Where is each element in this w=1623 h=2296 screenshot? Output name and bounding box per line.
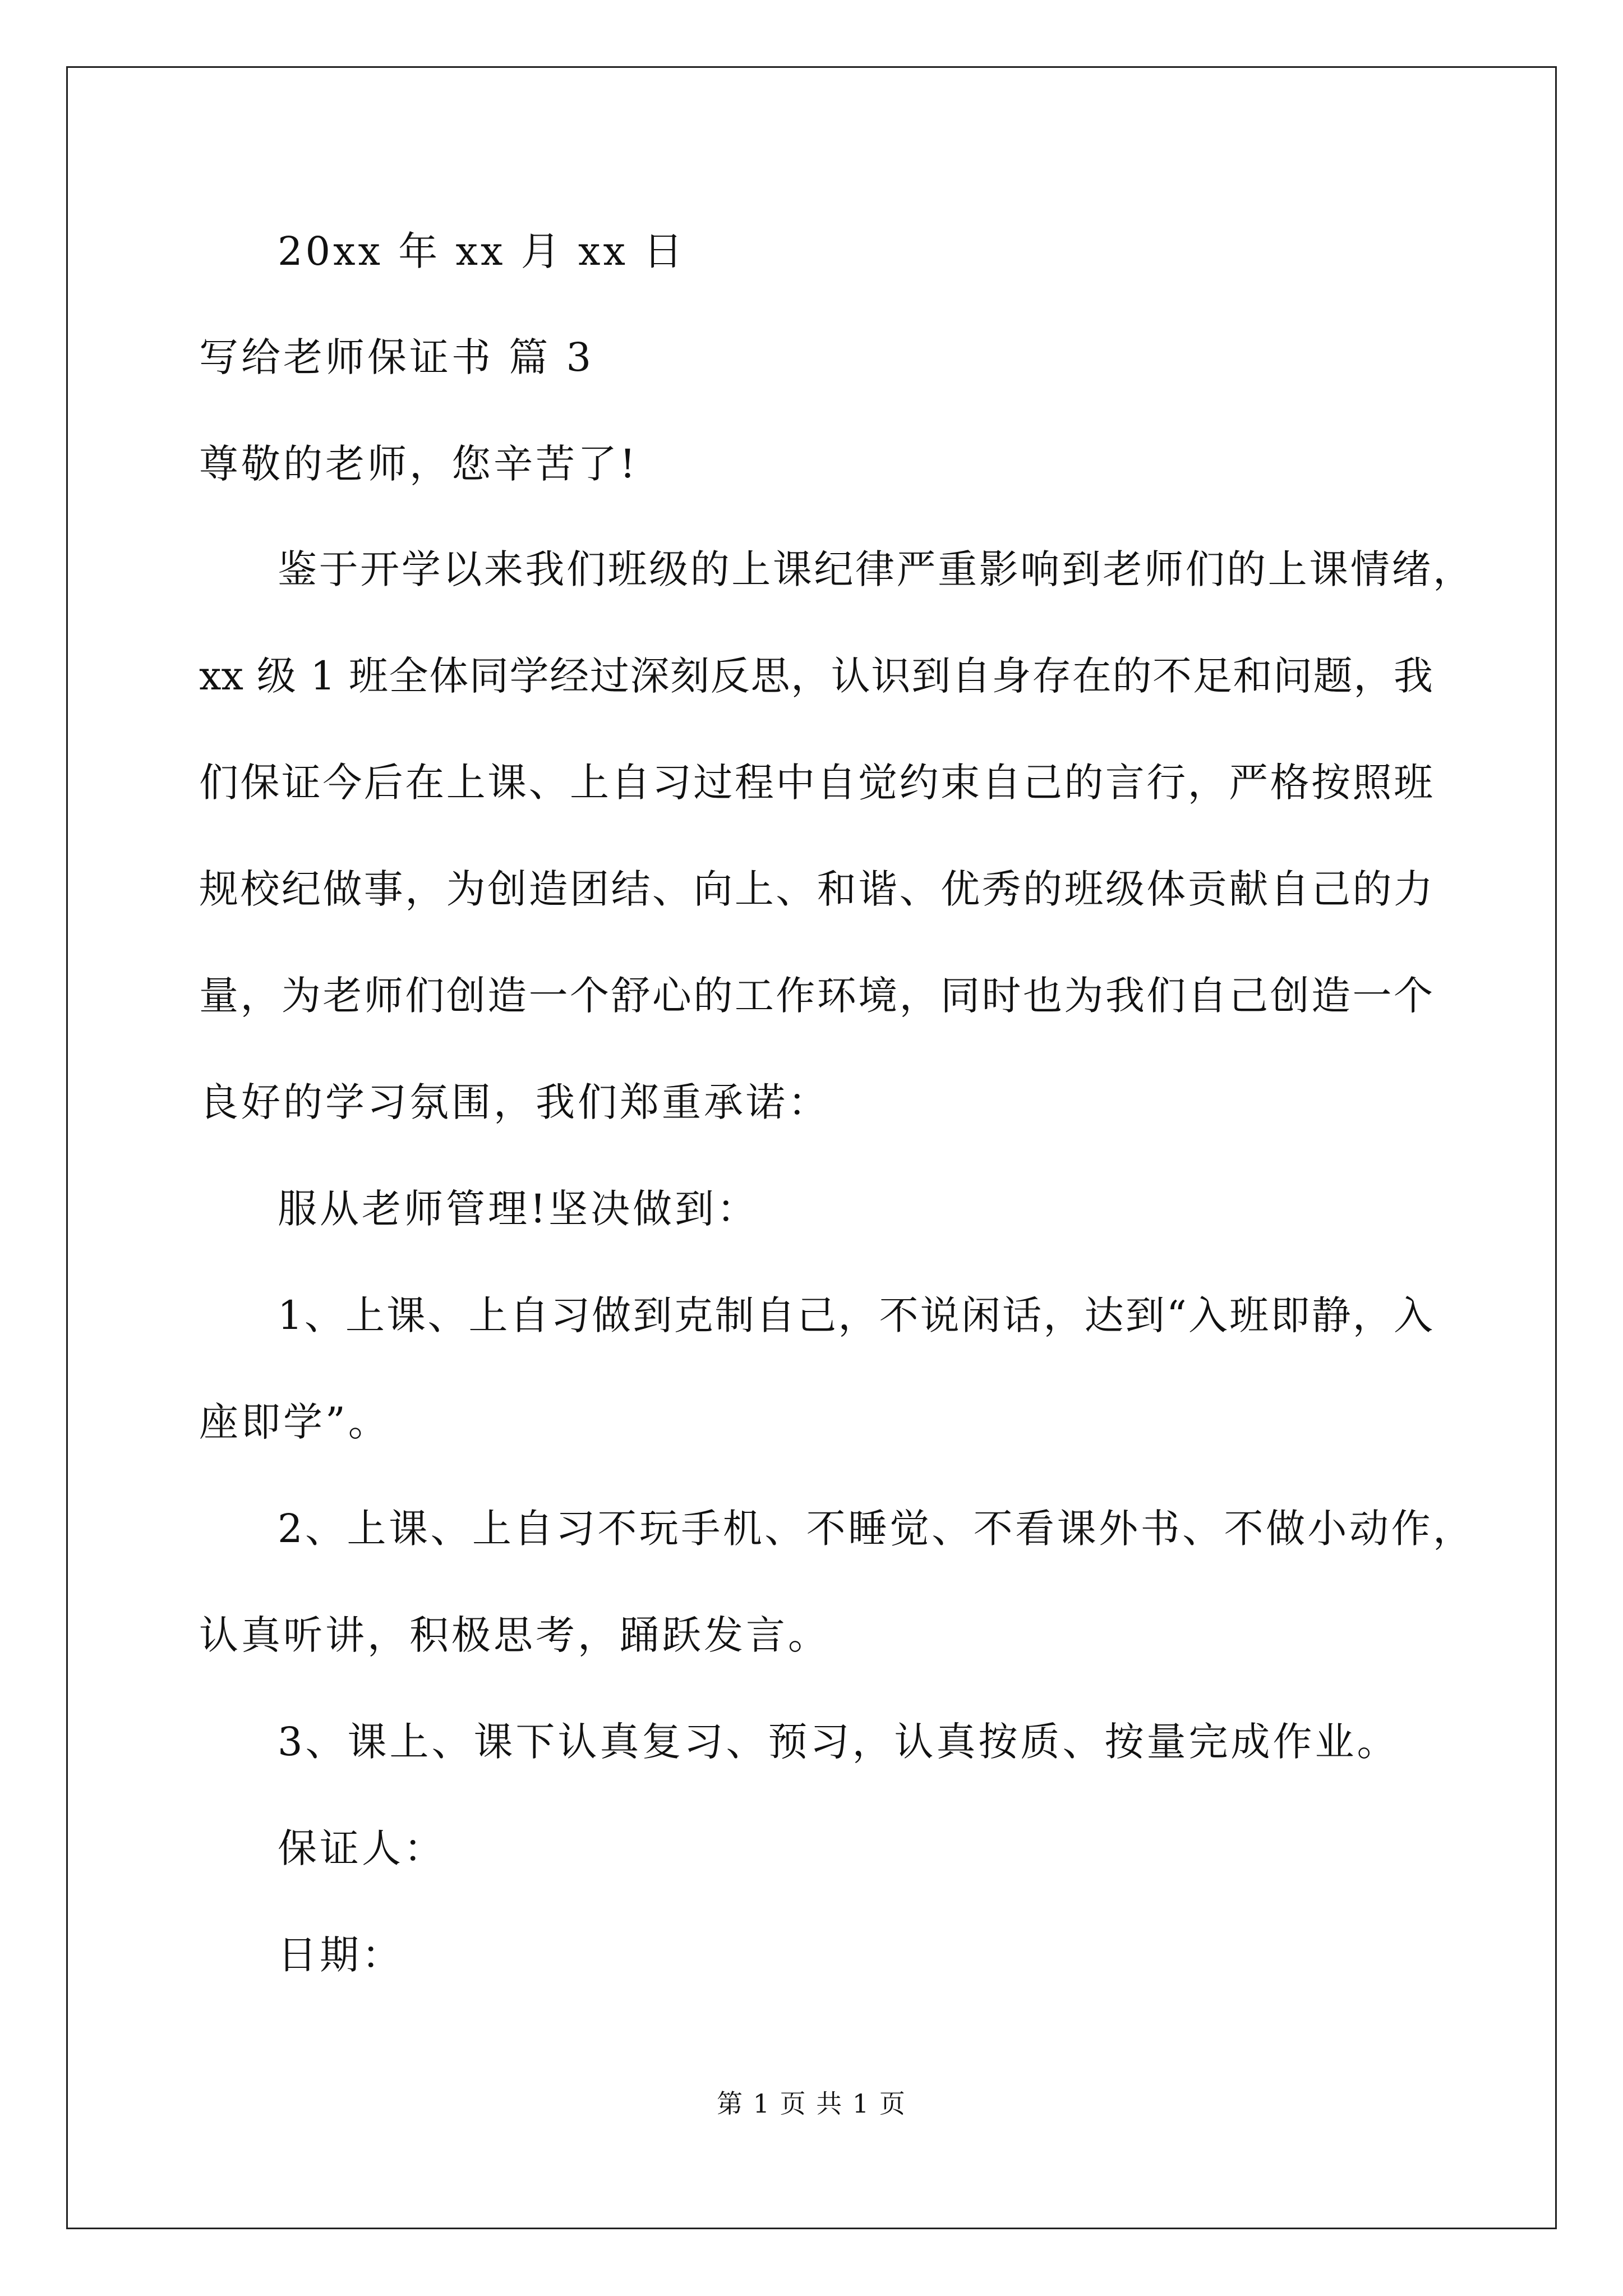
list-item-line: 2、上课、上自习不玩手机、不睡觉、不看课外书、不做小动作， <box>278 1506 1472 1552</box>
paragraph-line: 良好的学习氛围，我们郑重承诺： <box>199 1079 830 1125</box>
page-footer: 第 1 页 共 1 页 <box>717 2088 906 2119</box>
date-label: 日期： <box>278 1932 404 1978</box>
list-item-line: 座即学”。 <box>199 1399 390 1445</box>
list-item-line: 3、课上、课下认真复习、预习，认真按质、按量完成作业。 <box>278 1719 1399 1765</box>
guarantor-label: 保证人： <box>278 1825 446 1871</box>
paragraph-line: 服从老师管理!坚决做到： <box>278 1186 759 1232</box>
paragraph-line: 量，为老师们创造一个舒心的工作环境，同时也为我们自己创造一个 <box>199 973 1433 1019</box>
paragraph-line: xx 级 1 班全体同学经过深刻反思，认识到自身存在的不足和问题，我 <box>199 653 1433 699</box>
paragraph-line: 鉴于开学以来我们班级的上课纪律严重影响到老师们的上课情绪， <box>278 546 1472 592</box>
letter-date: 20xx 年 xx 月 xx 日 <box>278 228 686 274</box>
list-item-line: 1、上课、上自习做到克制自己，不说闲话，达到“入班即静，入 <box>278 1292 1433 1338</box>
paragraph-line: 们保证今后在上课、上自习过程中自觉约束自己的言行，严格按照班 <box>199 760 1433 806</box>
paragraph-line: 规校纪做事，为创造团结、向上、和谐、优秀的班级体贡献自己的力 <box>199 866 1433 912</box>
salutation: 尊敬的老师，您辛苦了! <box>199 441 639 487</box>
page-border <box>66 66 1557 2229</box>
document-title: 写给老师保证书 篇 3 <box>199 334 594 380</box>
list-item-line: 认真听讲，积极思考，踊跃发言。 <box>199 1612 830 1658</box>
